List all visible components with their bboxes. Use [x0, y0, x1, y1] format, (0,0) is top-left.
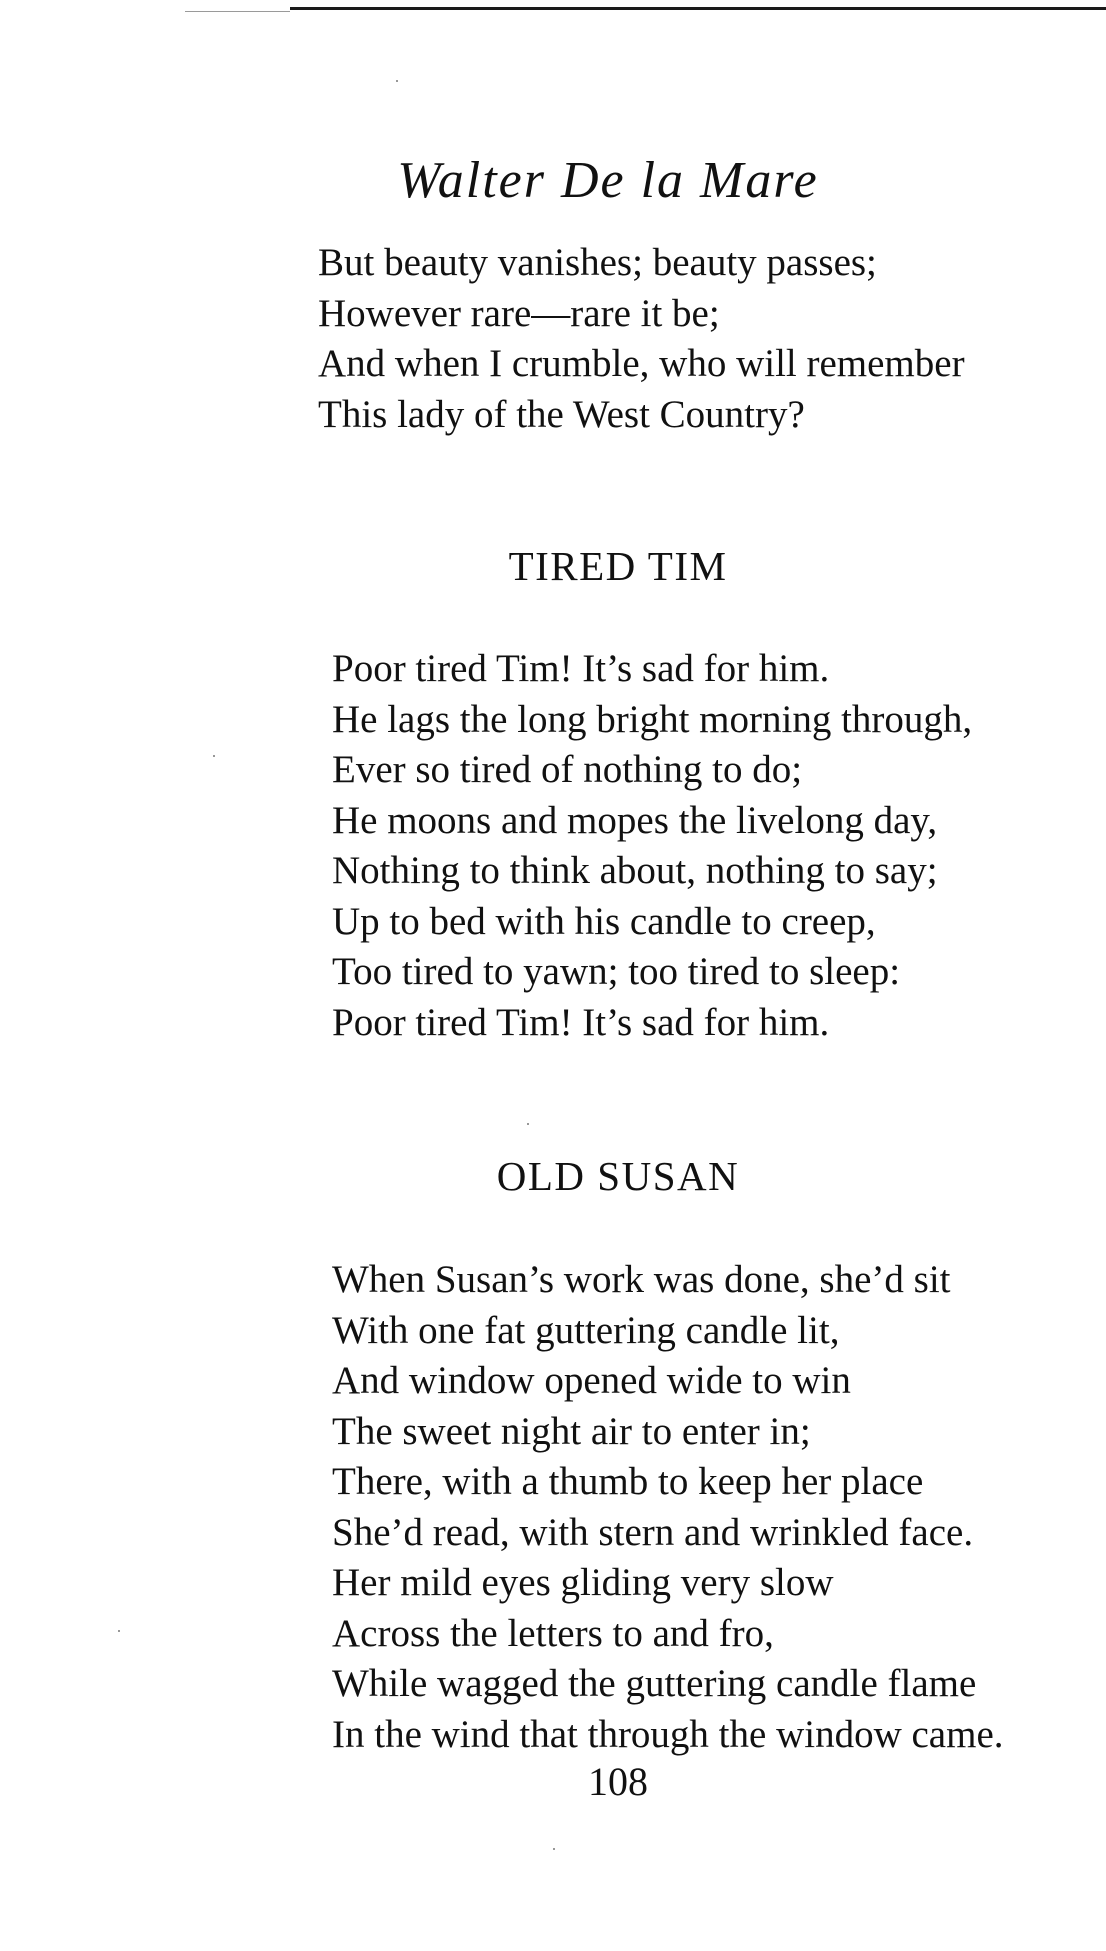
fragment-stanza — [318, 238, 965, 440]
verse-line: Poor tired Tim! It’s sad for him. — [332, 647, 830, 690]
verse-line: Ever so tired of nothing to do; — [332, 748, 803, 791]
poem-title-tired-tim: TIRED TIM — [508, 543, 728, 589]
verse-line: The sweet night air to enter in; — [332, 1409, 811, 1453]
verse-line: When Susan’s work was done, she’d sit — [332, 1258, 951, 1301]
tired-tim-stanza — [332, 644, 972, 1048]
paper-speck — [553, 1848, 555, 1850]
paper-speck — [527, 1123, 529, 1125]
verse-line: Nothing to think about, nothing to say; — [332, 849, 938, 892]
verse-line: However rare—rare it be; — [318, 291, 720, 335]
verse-line: But beauty vanishes; beauty passes; — [318, 241, 877, 284]
verse-line: Poor tired Tim! It’s sad for him. — [332, 1000, 830, 1044]
top-rule-faint — [185, 11, 290, 12]
paper-speck — [213, 755, 215, 757]
verse-line: She’d read, with stern and wrinkled face. — [332, 1510, 974, 1554]
verse-line: This lady of the West Country? — [318, 392, 805, 436]
verse-line: With one fat guttering candle lit, — [332, 1308, 840, 1352]
old-susan-stanza — [332, 1255, 1004, 1760]
verse-line: Up to bed with his candle to creep, — [332, 899, 876, 943]
poem-title-old-susan: OLD SUSAN — [496, 1153, 740, 1199]
verse-line: Too tired to yawn; too tired to sleep: — [332, 950, 901, 993]
verse-line: While wagged the guttering candle flame — [332, 1662, 977, 1705]
verse-line: He lags the long bright morning through, — [332, 697, 973, 741]
verse-line: He moons and mopes the livelong day, — [332, 798, 938, 842]
paper-speck — [118, 1630, 120, 1632]
verse-line: Across the letters to and fro, — [332, 1611, 774, 1655]
verse-line: In the wind that through the window came. — [332, 1712, 1004, 1756]
verse-line: There, with a thumb to keep her place — [332, 1460, 924, 1503]
running-head: Walter De la Mare — [397, 152, 819, 209]
verse-line: Her mild eyes gliding very slow — [332, 1561, 834, 1604]
verse-line: And when I crumble, who will remember — [318, 342, 965, 385]
paper-speck — [396, 80, 398, 82]
top-rule — [290, 7, 1106, 10]
verse-line: And window opened wide to win — [332, 1359, 851, 1402]
page-number: 108 — [588, 1759, 648, 1804]
